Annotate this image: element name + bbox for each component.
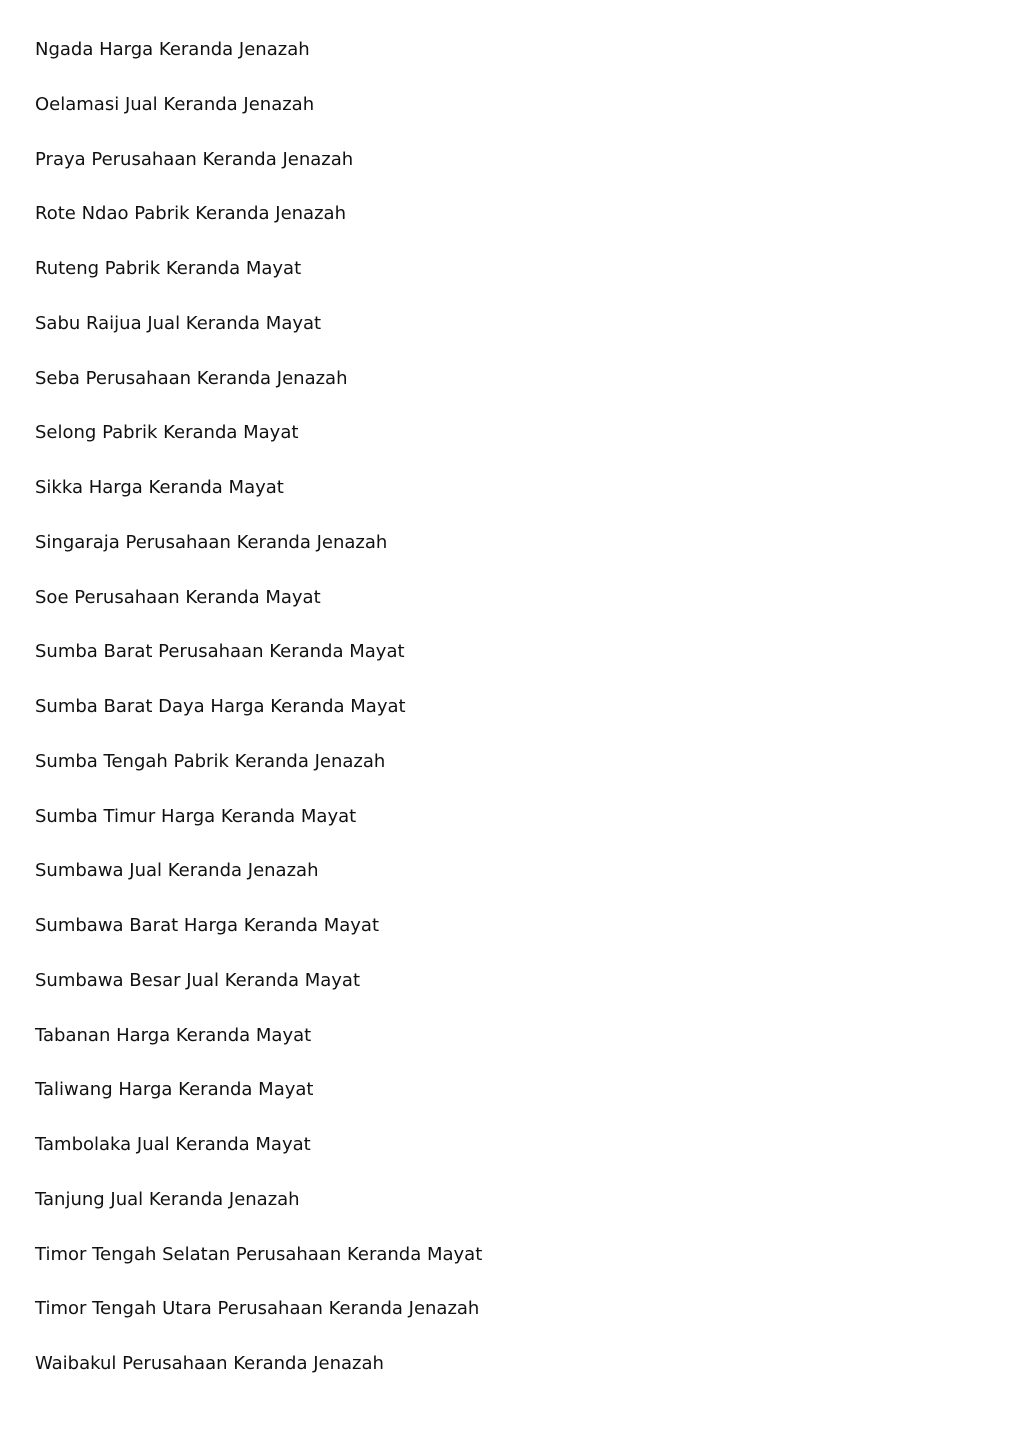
- list-item: Ruteng Pabrik Keranda Mayat: [35, 258, 302, 279]
- list-item: Singaraja Perusahaan Keranda Jenazah: [35, 531, 388, 553]
- list-item: Sumba Tengah Pabrik Keranda Jenazah: [35, 750, 386, 772]
- list-item: Timor Tengah Utara Perusahaan Keranda Jenazah: [35, 1298, 480, 1320]
- list-item: Sumba Barat Perusahaan Keranda Mayat: [35, 641, 405, 663]
- list-item: Seba Perusahaan Keranda Jenazah: [35, 367, 348, 389]
- list-item: Taliwang Harga Keranda Mayat: [35, 1079, 314, 1101]
- list-item: Waibakul Perusahaan Keranda Jenazah: [35, 1353, 384, 1374]
- list-item: Sikka Harga Keranda Mayat: [35, 477, 284, 498]
- list-item: Tambolaka Jual Keranda Mayat: [35, 1134, 311, 1155]
- list-item: Ngada Harga Keranda Jenazah: [35, 39, 310, 60]
- list-item: Timor Tengah Selatan Perusahaan Keranda Mayat: [35, 1243, 483, 1265]
- list-item: Selong Pabrik Keranda Mayat: [35, 422, 299, 444]
- location-list: [35, 36, 482, 1405]
- list-item: Tabanan Harga Keranda Mayat: [35, 1024, 312, 1046]
- list-item: Rote Ndao Pabrik Keranda Jenazah: [35, 203, 346, 225]
- list-item: Sumba Barat Daya Harga Keranda Mayat: [35, 696, 406, 717]
- list-item: Sumbawa Jual Keranda Jenazah: [35, 860, 319, 882]
- list-item: Tanjung Jual Keranda Jenazah: [35, 1188, 300, 1210]
- list-item: Praya Perusahaan Keranda Jenazah: [35, 148, 354, 170]
- list-item: Sumba Timur Harga Keranda Mayat: [35, 805, 357, 827]
- list-item: Soe Perusahaan Keranda Mayat: [35, 586, 321, 608]
- list-item: Sabu Raijua Jual Keranda Mayat: [35, 312, 322, 334]
- list-item: Oelamasi Jual Keranda Jenazah: [35, 93, 315, 115]
- list-item: Sumbawa Besar Jual Keranda Mayat: [35, 969, 361, 991]
- list-item: Sumbawa Barat Harga Keranda Mayat: [35, 915, 380, 936]
